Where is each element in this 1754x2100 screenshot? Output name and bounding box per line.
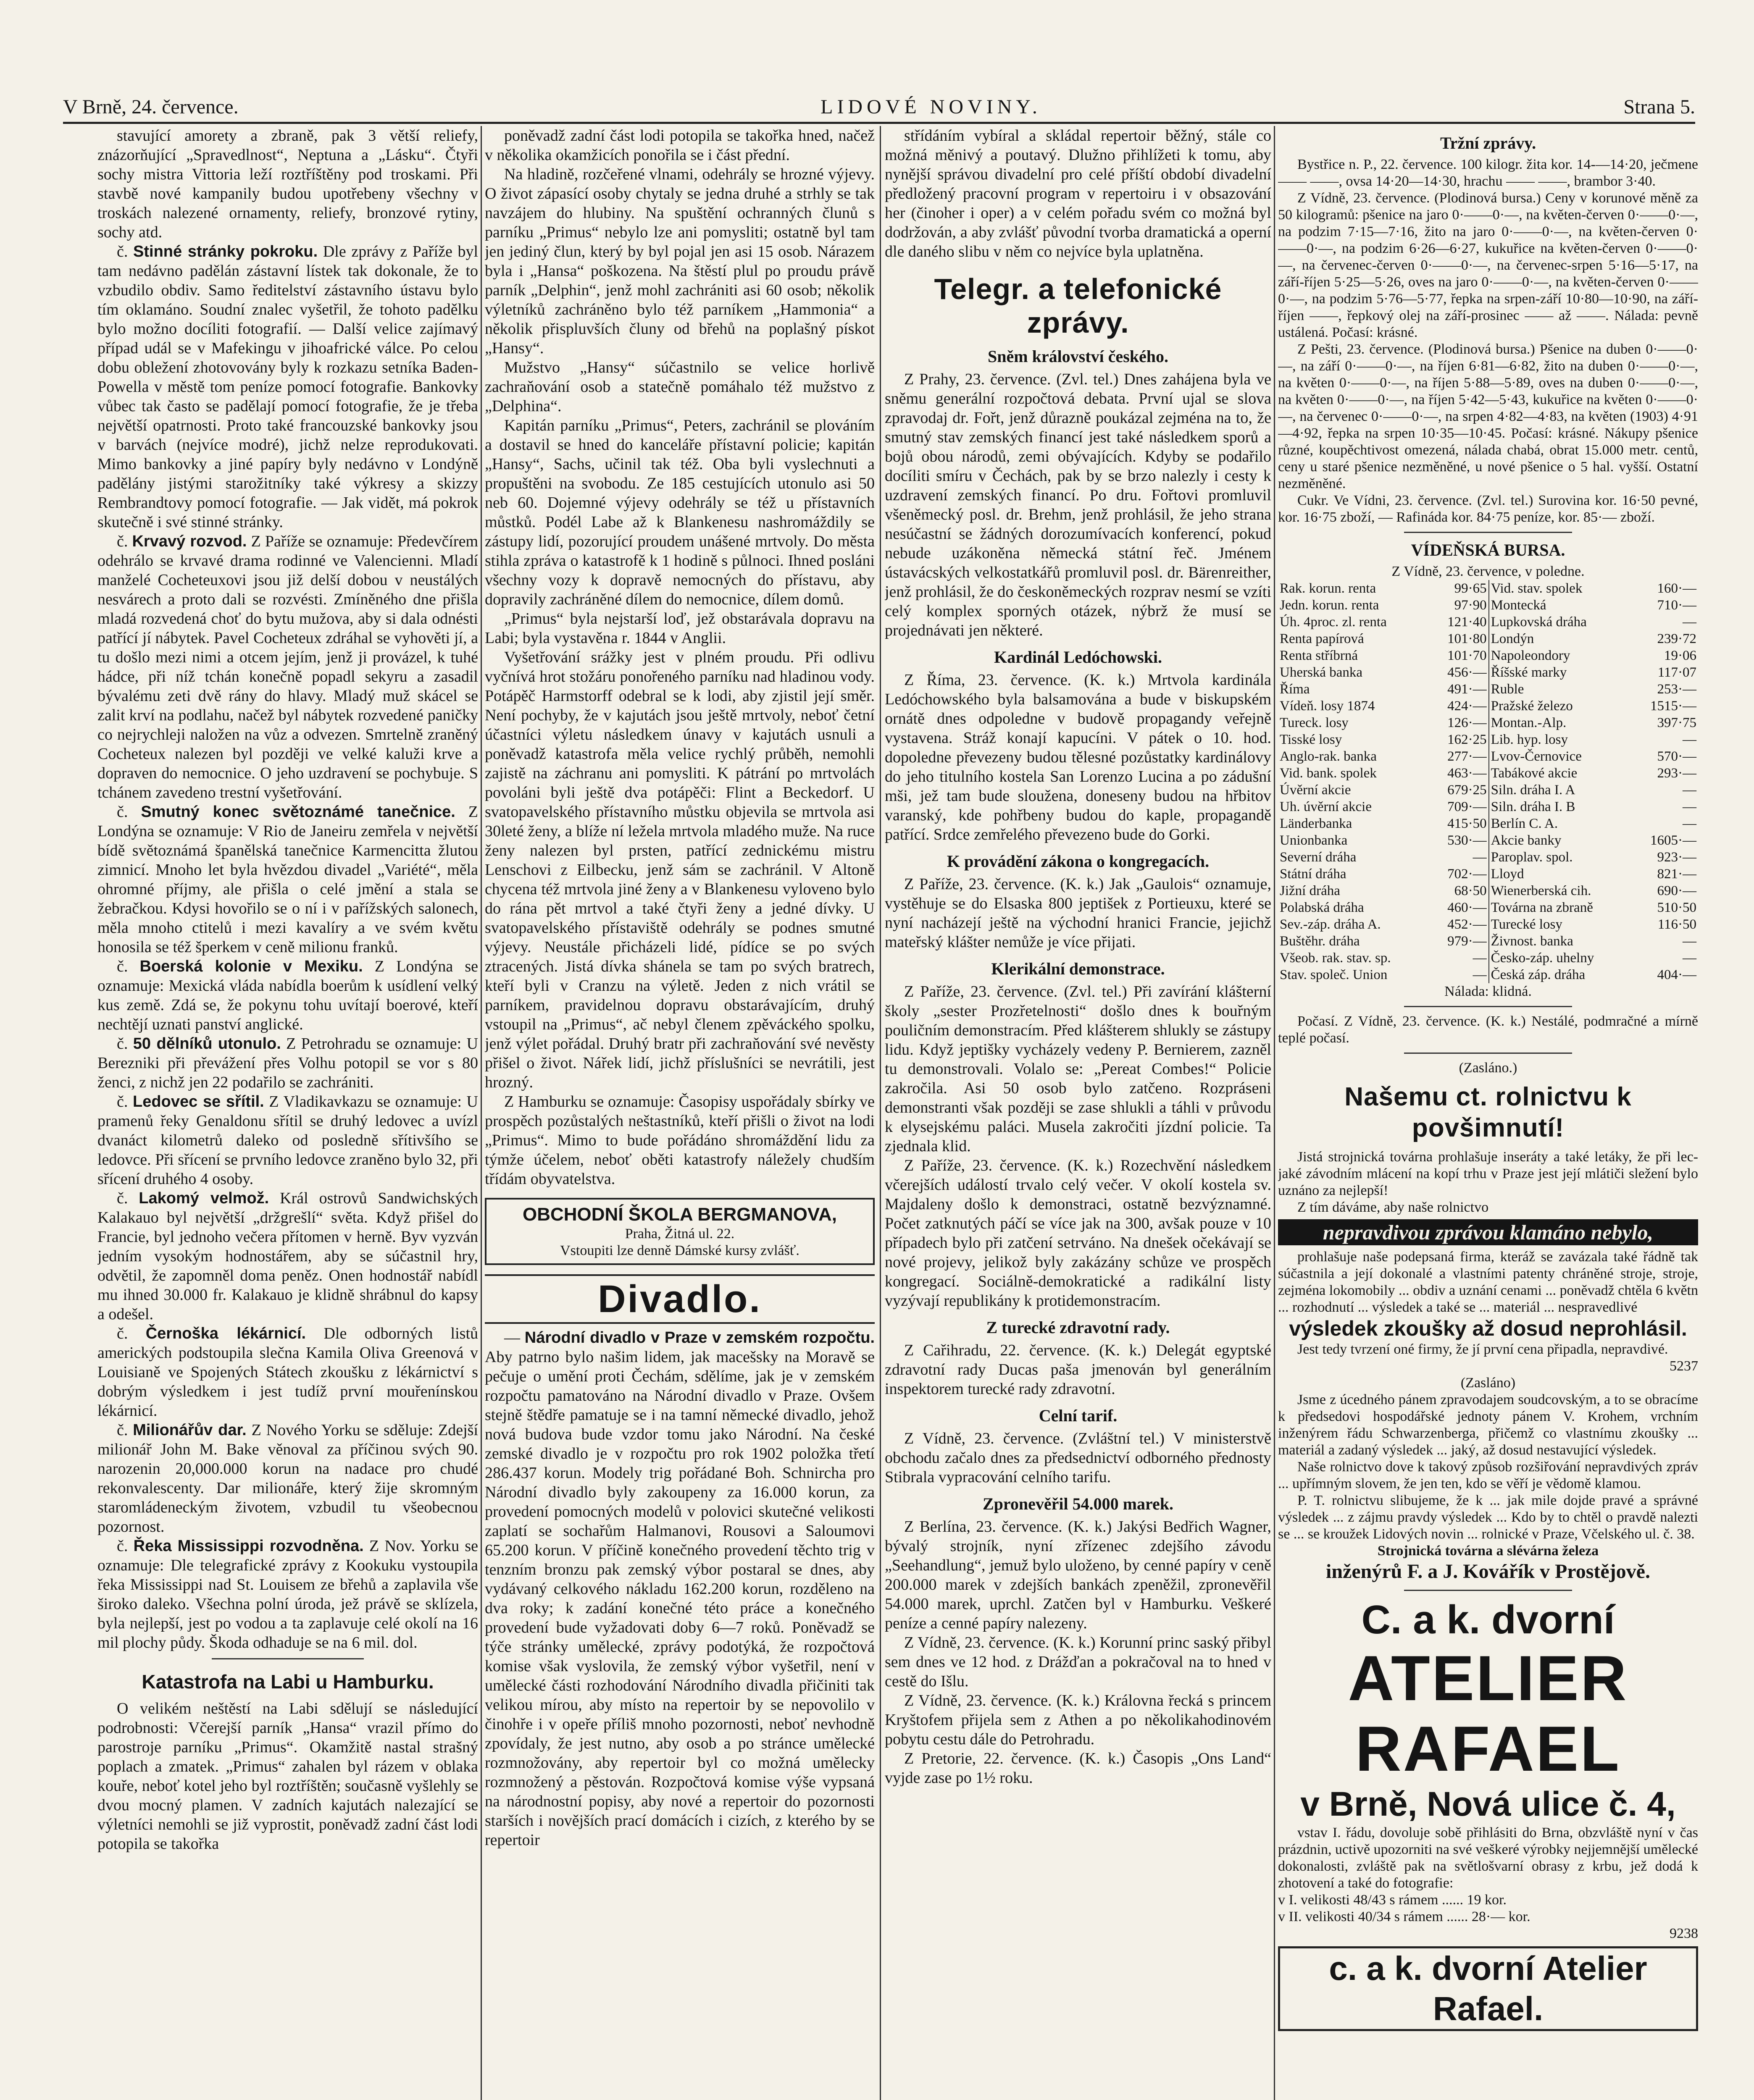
bourse-price: 160·—: [1657, 581, 1696, 596]
ad-firm-name: inženýrů F. a J. Kovářík v Prostějově.: [1326, 1560, 1650, 1583]
bourse-security-name: Česko-záp. uhelny: [1489, 950, 1632, 966]
column-divider: [481, 126, 482, 2100]
subheading: Boerská kolonie v Mexiku.: [139, 958, 363, 975]
bourse-price: 821·—: [1657, 866, 1696, 882]
ad-paragraph: Jistá strojnická továrna prohlašuje inseráty a také letáky, že při lec-jaké závodním mlácení na kopí trhu v Praze jest její mlátiči sležení bylo uznáno za nejlepší!: [1278, 1149, 1698, 1198]
bourse-row: [1278, 664, 1698, 681]
bourse-price: 101·80: [1447, 631, 1487, 646]
bourse-price: 460·—: [1447, 900, 1487, 915]
bourse-security-name: Severní dráha: [1280, 850, 1357, 865]
article-text: Z Paříže se oznamuje: Předevčírem odehrálo se krvavé drama rodinné ve Valencienni. Mladí manželé Cocheteuxovi jsou již delší dobou v neustálých nesvárech a proto dali se rozvésti. Zmíněného dne přišla mladá rozvedená choť do bytu mužova, aby si dala odnésti patřící jí nábytek. Pavel Cocheteux zdráhal se vyhověti jí, a tu došlo mezi nimi a otcem jejím, jenž ji provázel, k tuhé hádce, při níž tchán konečně popadl sekyru a zasadil bývalému zeti dvě rány do hlavy. Mladý muž skácel se zalit krví na podlahu, načež byl nábytek rozvedené paničky co nejrychleji naložen na vůz a odvezen. Smrtelně zraněný Cocheteux nalezen byl později ve velké kaluži krve a dopraven do nemocnice. O jeho uzdravení se pochybuje. S tchánem zavedeno trestní vyšetřování.: [97, 533, 478, 801]
article-paragraph: Z Paříže, 23. července. (K. k.) Jak „Gaulois“ oznamuje, vystěhuje se do Elsaska 800 jeptišek z Portieuxu, které se nyní nacházejí ještě na východní hranici Francie, jejichž mateřský klášter nemůže je více přijati.: [885, 875, 1271, 951]
ad-number: 9238: [1670, 1926, 1698, 1941]
bourse-security-name: Tureck. losy: [1280, 715, 1349, 730]
article-paragraph: Z Berlína, 23. července. (K. k.) Jakýsi Bedřich Wagner, bývalý strojník, nyní zřízenec zdejšího závodu „Seehandlung“, jemuž bylo uloženo, by cenné papíry v ceně 200.000 marek v zdejších bankách zpeněžil, zpronevěřil 54.000 marek, uprchl. Zatčen byl v Hamburku. Veškeré peníze a cenné papíry nalezeny.: [885, 1518, 1271, 1632]
bourse-security-name: Jižní dráha: [1280, 883, 1340, 898]
bourse-row: [1278, 832, 1698, 849]
ad-paragraph: Jest tedy tvrzení oné firmy, že jí první cena připadla, nepravdivé.: [1297, 1341, 1668, 1357]
bourse-row: [1278, 765, 1698, 782]
bourse-security-name: Ruble: [1489, 681, 1632, 698]
ad-paragraph: prohlašuje naše podepsaná firma, kteráž se zavázala také řádně tak súčastnila a její dokonalé a vlastními patenty chráněné stroje, stroje, zejména lokomobily ... obdiv a uznání cenami ... poněvadž chtěla 6 květn ... rozhodnutí ... výsledek a také se ... materiál ... nespravedlivé: [1278, 1249, 1698, 1315]
bourse-price: —: [1683, 732, 1696, 747]
article-paragraph: č. Smutný konec světoznámé tanečnice. Z Londýna se oznamuje: V Rio de Janeiru zemřela v největší bídě světoznámá španělská tanečnice Karmencitta žlutou zimnicí. Mnoho let byla hvězdou divadel „Variété“, měla ohromné příjmy, ale přišla o celé jmění a stala se žebračkou. Kdysi hovořilo se o ní i v pařížských salonech, měla mnoho ctitelů i mezi kavalíry a ve svém květu honosila se též šperkem v ceně milionu franků.: [97, 803, 478, 956]
article-paragraph: „Primus“ byla nejstarší loď, jež obstarávala dopravu na Labi; byla vystavěna r. 1844 v Anglii.: [485, 610, 875, 647]
bourse-row: [1278, 597, 1698, 614]
masthead-title: LIDOVÉ NOVINY.: [820, 96, 1041, 118]
article-heading: Sněm království českého.: [988, 347, 1168, 366]
section-divider: [1404, 1006, 1572, 1007]
article-paragraph: č. 50 dělníků utonulo. Z Petrohradu se oznamuje: U Berezniki při převážení přes Volhu potopil se vor s 80 ženci, z nichž jen 22 podařilo se zachrániti.: [97, 1035, 478, 1091]
article-heading: Kardinál Ledóchowski.: [994, 648, 1162, 667]
article-paragraph: Kapitán parníku „Primus“, Peters, zachránil se plováním a dostavil se hned do kanceláře přístavní policie; kapitán „Hansy“, Sachs, učinil tak též. Oba byli vyslechnuti a propuštěni na svobodu. Ze 185 cestujících utonulo asi 50 neb 60. Dojemné výjevy odehrály se též u přístavních můstků. Podél Labe až k Blankenesu nashromáždily se zástupy lidí, pozorující proudem unášené mrtvoly. Do města stihla zpráva o katastrofě k 1 hodině s půlnoci. Ihned posláni všechny vozy k dopravě nemocných do přístavu, aby dopravily zachráněné dílem do nemocnice, dílem domů.: [485, 417, 875, 608]
bourse-row: [1278, 580, 1698, 597]
article-paragraph: Z Cařihradu, 22. července. (K. k.) Delegát egyptské zdravotní rady Ducas paša jmenován byl generálním inspektorem turecké rady zdravotní.: [885, 1341, 1271, 1398]
article-paragraph: Z Pretorie, 22. července. (K. k.) Časopis „Ons Land“ vyjde zase po 1½ roku.: [885, 1750, 1271, 1787]
subheading: Milionářův dar.: [133, 1421, 247, 1439]
bourse-security-name: Lloyd: [1489, 866, 1632, 882]
subheading: Smutný konec světoznámé tanečnice.: [141, 803, 455, 821]
bourse-price: 253·—: [1657, 682, 1696, 697]
bourse-row: [1278, 614, 1698, 630]
masthead-page-number: Strana 5.: [1623, 96, 1695, 118]
bourse-security-name: Říšské marky: [1489, 664, 1632, 681]
bourse-price: —: [1683, 799, 1696, 814]
article-paragraph: č. Boerská kolonie v Mexiku. Z Londýna se oznamuje: Mexická vláda nabídla boerům k usídlení velký kus země. Zdá se, že pokynu tohu uvítají boerové, kteří nechtějí uznati panství anglické.: [97, 958, 478, 1033]
ad-headline: Našemu ct. rolnictvu k povšimnutí!: [1344, 1082, 1632, 1142]
article-paragraph: Z Vídně, 23. července. (K. k.) Královna řecká s princem Kryštofem přijela sem z Athen a po několikahodinovém pobytu cestu dále do Petrohradu.: [885, 1692, 1271, 1748]
ad-number: 5237: [1670, 1358, 1698, 1374]
column-4: [1278, 126, 1698, 2100]
article-paragraph: č. Řeka Mississippi rozvodněna. Z Nov. Yorku se oznamuje: Dle telegrafické zprávy z Kookuku vystoupila řeka Mississippi nad St. Louisem ze břehů a zaplavila vše široko daleko. Všechna polní úroda, jež právě se sklízela, byla nejlepší, jest po vodou a ta zaplavuje celé okolí na 16 mil plochy půdy. Škoda odhaduje se na 6 mil. dol.: [97, 1537, 478, 1651]
bourse-row: [1278, 933, 1698, 950]
bourse-price: —: [1683, 934, 1696, 949]
ad-note: Vstoupiti lze denně Dámské kursy zvlášť.: [560, 1243, 799, 1258]
article-heading: Celní tarif.: [1039, 1406, 1118, 1425]
bourse-price: 415·50: [1447, 816, 1487, 831]
bourse-row: [1278, 899, 1698, 916]
bourse-security-name: Úh. 4proc. zl. renta: [1280, 614, 1387, 630]
ad-firm: Strojnická továrna a slévárna železa: [1377, 1543, 1599, 1559]
bourse-price: —: [1683, 816, 1696, 831]
masthead: [63, 93, 1695, 118]
bourse-security-name: Anglo-rak. banka: [1280, 749, 1377, 764]
bourse-security-name: Všeob. rak. stav. sp.: [1280, 950, 1391, 966]
bourse-price: 570·—: [1657, 749, 1696, 764]
bourse-price: 293·—: [1657, 766, 1696, 781]
article-heading: Zpronevěřil 54.000 marek.: [982, 1494, 1174, 1513]
article-paragraph: Z Říma, 23. července. (K. k.) Mrtvola kardinála Ledóchowského byla balsamována a bude v biskupském ornátě dnes odpoledne v budově propagandy veřejně vystavena. Stráž konají kapucíni. V pátek o 10. hod. dopoledne převezeny budou tělesné pozůstatky kardinálovy do jeho titulního kostela San Lorenzo Lucina a po zádušní mši, jež tam bude sloužena, doneseny budou na hřbitov varanský, kde pohřbeny budou do kaple, propagandě patřící. Srdce zemřelého převezeno bude do Gorki.: [885, 671, 1271, 843]
bourse-security-name: Živnost. banka: [1489, 933, 1632, 950]
bourse-security-name: Unionbanka: [1280, 833, 1348, 848]
article-paragraph: stavující amorety a zbraně, pak 3 větší reliefy, znázorňující „Spravedlnost“, Neptuna a „Lásku“. Čtyři sochy mistra Vittoria leží roztříštěny pod troskami. Při stavbě nové kampanily budou upotřebeny všechny v troskách nalezené ornamenty, reliefy, bronzové rytiny, sochy atd.: [97, 127, 478, 241]
article-text: Aby patrno bylo našim lidem, jak macešsky na Moravě se pečuje o umění proti Čechám, sdělíme, jak je v zemském rozpočtu pamatováno na Národní divadlo v Praze. Ovšem stejně štědře pamatuje se i na tamní německé divadlo, jehož nová budova bude vzdor tomu jako Národní. Na české zemské divadlo je v rozpočtu pro rok 1902 položka třetí 286.437 korun. Modely trig pořádané Boh. Schnircha pro Národní divadlo byly zakoupeny za 16.000 korun, za provedení pomocných modelů v polovici skutečné velikosti zaplatí se sochařům Halmanovi, Rousovi a Saloumovi 65.200 korun. V příčině konečného provedení těchto trig v tenzním bronzu pak zemský výbor postaral se dnes, aby vydávaný celkového nákladu 162.200 korun, rozděleno na dva roky; k zadání konečné této práce a konečného provedení bude vyžadovati doby 6—7 roků. Poněvadž se týče stránky umělecké, zprávy podotýká, že rozpočtová komise však vyslovila, že zemský výbor vyšetřil, není v umělecké části rozhodování Národního divadla přičiniti tak velikou mírou, aby místo na repertoir by se nepovolilo v činohře i v opeře příliš mnoho pozornosti, neboť nevhodně zpovídaly, že jest nutno, aby osob a po stránce umělecké rozmnožovány, aby repertoir byl co možná umělecky rozmnožený a pěstován. Rozpočtová komise výše vypsaná na národnostní popisy, aby nové a repertoir do pozornosti starších i novějších prací domácích i cizích, z kterého by se repertoir: [485, 1348, 875, 1849]
bourse-price: 162·25: [1447, 732, 1487, 747]
bourse-security-name: Polabská dráha: [1280, 900, 1364, 915]
bourse-price: 510·50: [1657, 900, 1696, 915]
market-report: Bystřice n. P., 22. července. 100 kilogr. žita kor. 14-—14·20, ječmene —— ——, ovsa 14·20—14·30, hrachu —— ——, brambor 3·40.: [1278, 157, 1698, 189]
bourse-row: [1278, 950, 1698, 966]
bourse-price: 452·—: [1447, 917, 1487, 932]
article-text: Z Petrohradu se oznamuje: U Berezniki při převážení přes Volhu potopil se vor s 80 ženci, z nichž jen 22 podařilo se zachrániti.: [97, 1035, 478, 1091]
article-paragraph: Z Hamburku se oznamuje: Časopisy uspořádaly sbírky ve prospěch pozůstalých neštastníků, kteří přišli o život na lodi „Primus“. Mimo to bude pořádáno shromáždění lidu za týmže účelem, neboť oběti katastrofy náležely chudším třídám obyvatelstva.: [485, 1093, 875, 1188]
bourse-row: [1278, 647, 1698, 664]
market-report: Cukr. Ve Vídni, 23. července. (Zvl. tel.) Surovina kor. 16·50 pevné, kor. 16·75 zboží, — Rafináda kor. 84·75 peníze, kor. 85·— zboží.: [1278, 493, 1698, 525]
bourse-row: [1278, 866, 1698, 882]
bourse-price: 239·72: [1657, 631, 1696, 646]
section-divider: [1404, 1590, 1572, 1591]
subheading: Stinné stránky pokroku.: [133, 243, 318, 260]
bourse-security-name: Rak. korun. renta: [1280, 581, 1376, 596]
bourse-security-name: Říma: [1280, 682, 1310, 697]
bourse-security-name: Londýn: [1489, 630, 1632, 647]
article-paragraph: poněvadž zadní část lodi potopila se takořka hned, načež v několika okamžicích ponořila se i část přední.: [485, 127, 875, 164]
bourse-row: [1278, 916, 1698, 933]
bourse-row: [1278, 882, 1698, 899]
article-heading: K provádění zákona o kongregacích.: [947, 852, 1210, 871]
bourse-price: 99·65: [1454, 581, 1487, 596]
subheading: Národní divadlo v Praze v zemském rozpočtu.: [524, 1329, 875, 1347]
bourse-price: 456·—: [1447, 665, 1487, 680]
bourse-security-name: Länderbanka: [1280, 816, 1352, 831]
article-text: Z Nov. Yorku se oznamuje: Dle telegrafické zprávy z Kookuku vystoupila řeka Mississippi nad St. Louisem ze břehů a zaplavila vše široko daleko. Všechna polní úroda, jež právě se sklízela, byla nejlepší, jest po vodou a ta zaplavuje celé okolí na 16 mil plochy půdy. Škoda odhaduje se na 6 mil. dol.: [97, 1537, 478, 1651]
article-paragraph: Z Paříže, 23. července. (K. k.) Rozechvění následkem včerejších událostí trvalo celý večer. V okolí kostela sv. Majdaleny došlo k demonstraci, ostatně bezvýznamné. Počet zatknutých páčí se více jak na 300, avšak pouze v 10 případech bylo při zatčení setrváno. Na dnešek očekávají se nové projevy, jelikož byly zakázány schůze ve prospěch kongregací. Sociálně-demokratické a radikální listy vyzývají republikány k protidemonstracím.: [885, 1157, 1271, 1310]
ad-address: Praha, Žitná ul. 22.: [625, 1226, 735, 1242]
bourse-security-name: Vid. stav. spolek: [1489, 580, 1632, 597]
article-paragraph: Z Vídně, 23. července. (K. k.) Korunní princ saský přibyl sem dnes ve 12 hod. z Drážďan a pokračoval na to hned v cestě do Išlu.: [885, 1634, 1271, 1690]
bourse-row: [1278, 698, 1698, 714]
bourse-security-name: Buštěhr. dráha: [1280, 934, 1360, 949]
bourse-security-name: Uh. úvěrní akcie: [1280, 799, 1372, 814]
section-divider: [1404, 1053, 1572, 1054]
bourse-price: 679·25: [1447, 782, 1487, 798]
ad-paragraph: Z tím dáváme, aby naše rolnictvo: [1297, 1200, 1489, 1215]
bourse-security-name: Napoleondory: [1489, 647, 1632, 664]
subheading: Černoška lékárnicí.: [145, 1325, 306, 1342]
bourse-date: Z Vídně, 23. července, v poledne.: [1391, 564, 1585, 579]
bourse-security-name: Vid. bank. spolek: [1280, 766, 1377, 781]
article-text: Dle odborných listů amerických podstoupila slečna Kamila Oliva Greenová v Louisianě ve Spojených Státech zkoušku z lékárnictví s dobrým výsledkem i jest tudíž první mouřenínskou lékárnicí.: [97, 1325, 478, 1420]
article-text: Z Londýna se oznamuje: Mexická vláda nabídla boerům k usídlení velký kus země. Zdá se, že pokynu tohu uvítají boerové, kteří nechtějí uznati panství anglické.: [97, 958, 478, 1033]
bourse-row: [1278, 782, 1698, 798]
atelier-footer: c. a k. dvorní Atelier Rafael.: [1278, 1946, 1698, 2031]
bourse-security-name: Siln. dráha I. A: [1489, 782, 1632, 798]
article-text: Z Nového Yorku se sděluje: Zdejší milionář John M. Bake věnoval za příčinou svých 90. narozenin 20,000.000 korun na nadace pro chudé rekonvalescenty. Dar milionáře, který žije skromným staromládeneckým životem, vzbudil tu všeobecnou pozornost.: [97, 1421, 478, 1536]
price-line: v I. velikosti 48/43 s rámem ...... 19 kor.: [1278, 1892, 1507, 1908]
school-advertisement: [485, 1198, 875, 1265]
bourse-table: [1278, 580, 1698, 983]
bourse-row: [1278, 748, 1698, 765]
bourse-security-name: Montecká: [1489, 597, 1632, 614]
section-heading: Tržní zprávy.: [1440, 134, 1536, 152]
zaslano-label: (Zasláno.): [1459, 1060, 1517, 1076]
article-paragraph: střídáním vybíral a skládal repertoir běžný, stále co možná měnivý a poutavý. Dlužno přihlížeti k tomu, aby nynější správou divadelní pro celé příští období divadelní předložený pracovní program v repertoiru i v obsazování her (činoher i oper) a v celém pořadu svém co možná byl dodržován, a aby zvlášť původní tvorba dramatická a operní dle daného slibu v něm co nejvíce byla uplatněna.: [885, 127, 1271, 260]
subheading: Ledovec se sřítil.: [133, 1093, 264, 1110]
atelier-subtitle: C. a k. dvorní: [1361, 1597, 1615, 1642]
article-paragraph: O velikém neštěstí na Labi sdělují se následující podrobnosti: Včerejší parník „Hansa“ vrazil přímo do parostroje parníku „Primus“. Okamžitě nastal strašný poplach a zmatek. „Primus“ zahalen byl rázem v oblaka kouře, neboť kotel jeho byl roztříštěn; současně vyšlehly se dvou mocný plamen. V zadních kajutách nalezající se výletníci nemohli se již vyprostit, poněvadž zadní část lodi potopila se takořka: [97, 1700, 478, 1853]
bourse-price: 530·—: [1447, 833, 1487, 848]
bourse-security-name: Vídeň. losy 1874: [1280, 698, 1375, 714]
bourse-price: 97·90: [1454, 598, 1487, 613]
article-paragraph: č. Stinné stránky pokroku. Dle zprávy z Paříže byl tam nedávno padělán zástavní lístek tak dokonale, že to vzbudilo obdiv. Samo ředitelství zástavního ústavu bylo tím oklamáno. Soudní znalec vyšetřil, že tohoto padělku bylo možno docíliti fotografií. — Další velice zajímavý případ udál se v Mafekingu v jihoafrické válce. Po celou dobu obležení zhotovovány byly k rozkazu setníka Baden-Powella v městě tom peníze pomocí fotografie. Bankovky vůbec tak často se padělají pomocí fotografie, že je třeba největší opatrnosti. Proto také francouzské bankovky jsou v barvách (nejvíce modré), jichž nelze reprodukovati. Mimo bankovky a jiné papíry byly nedávno v Londýně padělány jistými starožitníky také výkresy a skizzy Rembrandtovy pomocí fotografie. — Jak vidět, má pokrok skutečně i své stinné stránky.: [97, 243, 478, 531]
article-heading: Klerikální demonstrace.: [991, 959, 1165, 978]
bourse-price: —: [1473, 850, 1487, 865]
article-paragraph: Mužstvo „Hansy“ súčastnilo se velice horlivě zachraňování osob a statečně pomáhalo též mužstvo z „Delphina“.: [485, 359, 875, 415]
bourse-security-name: Turecké losy: [1489, 916, 1632, 933]
bourse-row: [1278, 731, 1698, 748]
article-paragraph: — Národní divadlo v Praze v zemském rozpočtu. Aby patrno bylo našim lidem, jak macešsky na Moravě se pečuje o umění proti Čechám, sdělíme, jak je v zemském rozpočtu pamatováno na Národní divadlo v Praze. Ovšem stejně štědře pamatuje se i na tamní německé divadlo, jehož nová budova bude vzdor tomu jako Národní. Na české zemské divadlo je v rozpočtu pro rok 1902 položka třetí 286.437 korun. Modely trig pořádané Boh. Schnircha pro Národní divadlo byly zakoupeny za 16.000 korun, za provedení pomocných modelů v polovici skutečné velikosti zaplatí se sochařům Halmanovi, Rousovi a Saloumovi 65.200 korun. V příčině konečného provedení těchto trig v tenzním bronzu pak zemský výbor postaral se dnes, aby vydávaný celkového nákladu 162.200 korun, rozděleno na dva roky; k zadání konečné této práce a konečného provedení bude vyžadovati doby 6—7 roků. Poněvadž se týče stránky umělecké, zprávy podotýká, že rozpočtová komise však vyslovila, že zemský výbor vyšetřil, není v umělecké části rozhodování Národního divadla přičiniti tak velikou mírou, aby místo na repertoir by se nepovolilo v činohře i v opeře příliš mnoho pozornosti, neboť nevhodně zpovídaly, že jest nutno, aby osob a po stránce umělecké rozmnožovány, aby repertoir byl co možná umělecky rozmnožený a pěstován. Rozpočtová komise výše vypsaná na národnostní popisy, aby nové a repertoir do pozornosti starších i novějších prací domácích i cizích, z kterého by se repertoir: [485, 1329, 875, 1849]
bourse-price: 702·—: [1447, 866, 1487, 882]
masthead-date: V Brně, 24. července.: [63, 96, 239, 118]
bourse-security-name: Renta papírová: [1280, 631, 1364, 646]
bourse-security-name: Akcie banky: [1489, 832, 1632, 849]
bourse-security-name: Paroplav. spol.: [1489, 849, 1632, 866]
section-heading: Telegr. a telefonické zprávy.: [934, 273, 1222, 339]
bourse-price: 1605·—: [1650, 833, 1696, 848]
bourse-price: 19·06: [1664, 648, 1696, 663]
article-paragraph: č. Ledovec se sřítil. Z Vladikavkazu se oznamuje: U pramenů řeky Genaldonu sřítil se druhý ledovec a uvízl dvanáct kilometrů daleko od posledně sřítivšího se ledovce. Při sřícení se prvního ledovce zraněno bylo 32, při sřícení druhého 4 osoby.: [97, 1093, 478, 1188]
subheading: Krvavý rozvod.: [132, 533, 247, 550]
bourse-price: 491·—: [1447, 682, 1487, 697]
bourse-row: [1278, 798, 1698, 815]
bourse-row: [1278, 815, 1698, 832]
section-heading: VÍDEŇSKÁ BURSA.: [1411, 541, 1565, 559]
bourse-row: [1278, 966, 1698, 983]
market-report: Z Pešti, 23. července. (Plodinová bursa.) Pšenice na duben 0·——0·—, na září 0·——0·—, na říjen 6·81—6·82, žito na duben 0·——0·—, na květen 0·——0·—, na říjen 5·88—5·89, oves na duben 0·——0·—, na květen 0·——0·—, na říjen 5·42—5·43, kukuřice na květen 0·——0·—, na červenec 0·——0·—, na srpen 4·82—4·83, na květen (1903) 4·91—4·92, řepka na srpen 10·35—10·45. Počasí: krásné. Nákupy pšenice různé, koupěchtivost omezená, nálada chabá, obrat 15.000 metr. centů, ceny u staré pšenice nezměněné, u nové pšenice o 5 hal. vyšší. Ostatní nezměněné.: [1278, 341, 1698, 491]
bourse-security-name: Úvěrní akcie: [1280, 782, 1351, 798]
bourse-price: —: [1683, 782, 1696, 798]
ad-line: výsledek zkoušky až dosud neprohlásil.: [1289, 1317, 1687, 1340]
zaslano-label: (Zasláno): [1460, 1375, 1516, 1391]
column-divider: [1274, 126, 1275, 2100]
bourse-price: 979·—: [1447, 934, 1487, 949]
bourse-security-name: Státní dráha: [1280, 866, 1346, 882]
article-text: Z Londýna se oznamuje: V Rio de Janeiru zemřela v největší bídě světoznámá španělská tanečnice Karmencitta žlutou zimnicí. Mnoho let byla hvězdou divadel „Variété“, měla ohromné příjmy, ale přišla o celé jmění a stala se žebračkou. Kdysi hovořilo se o ní i v pařížských salonech, měla mnoho ctitelů i mezi kavalíry a ve svém květu honosila se též šperkem v ceně milionu franků.: [97, 803, 478, 956]
atelier-advertisement: [1278, 1597, 1698, 1824]
bourse-price: 923·—: [1657, 850, 1696, 865]
column-divider: [880, 126, 881, 2100]
article-heading: Z turecké zdravotní rady.: [986, 1318, 1170, 1337]
bourse-security-name: Stav. společ. Union: [1280, 967, 1388, 982]
bourse-price: 710·—: [1657, 598, 1696, 613]
article-paragraph: č. Krvavý rozvod. Z Paříže se oznamuje: Předevčírem odehrálo se krvavé drama rodinné ve Valencienni. Mladí manželé Cocheteuxovi jsou již delší dobou v neustálých nesvárech a proto dali se rozvésti. Zmíněného dne přišla mladá rozvedená choť do bytu mužova, aby si dala odnésti patřící jí nábytek. Pavel Cocheteux zdráhal se vyhověti jí, a tu došlo mezi nimi a otcem jejím, jenž ji provázel, k tuhé hádce, při níž tchán konečně popadl sekyru a zasadil bývalému zeti dvě rány do hlavy. Mladý muž skácel se zalit krví na podlahu, načež byl nábytek rozvedené paničky co nejrychleji naložen na vůz a odvezen. Smrtelně zraněný Cocheteux nalezen byl později ve velké kaluži krve a dopraven do nemocnice. O jeho uzdravení se pochybuje. S tchánem zavedeno trestní vyšetřování.: [97, 533, 478, 801]
bourse-security-name: Lib. hyp. losy: [1489, 731, 1632, 748]
article-paragraph: č. Lakomý velmož. Král ostrovů Sandwichských Kalakauo byl největší „držgrešlí“ světa. Když přišel do Francie, byl jednoho večera přítomen v herně. Byv vyzván jedním vysokým hodnostářem, aby se súčastnil hry, odvětil, že zapomněl doma peněz. Onen hodnostář nabídl mu ihned 30.000 fr. Kalakauo je klidně shrábnul do kapsy a odešel.: [97, 1189, 478, 1323]
ad-banner: nepravdivou zprávou klamáno nebylo,: [1278, 1219, 1698, 1245]
column-1: [97, 126, 478, 2100]
bourse-security-name: Továrna na zbraně: [1489, 899, 1632, 916]
article-heading: Katastrofa na Labi u Hamburku.: [142, 1671, 434, 1693]
article-text: Dle zprávy z Paříže byl tam nedávno padělán zástavní lístek tak dokonale, že to vzbudilo obdiv. Samo ředitelství zástavního ústavu bylo tím oklamáno. Soudní znalec vyšetřil, že tohoto padělku bylo možno docíliti fotografií. — Další velice zajímavý případ udál se v Mafekingu v jihoafrické válce. Po celou dobu obležení zhotovovány byly k rozkazu setníka Baden-Powella v městě tom peníze pomocí fotografie. Bankovky vůbec tak často se padělají pomocí fotografie, že je třeba největší opatrnosti. Proto také francouzské bankovky jsou v barvách (nejvíce modré), jichž nelze reprodukovati. Mimo bankovky a jiné papíry byly nedávno v Londýně padělány jistými starožitníky také výkresy a skizzy Rembrandtovy pomocí fotografie. — Jak vidět, má pokrok skutečně i své stinné stránky.: [97, 243, 478, 531]
price-line: v II. velikosti 40/34 s rámem ...... 28·— kor.: [1278, 1909, 1530, 1924]
bourse-row: [1278, 630, 1698, 647]
article-text: Z Vladikavkazu se oznamuje: U pramenů řeky Genaldonu sřítil se druhý ledovec a uvízl dvanáct kilometrů daleko od posledně sřítivšího se ledovce. Při sřícení se prvního ledovce zraněno bylo 32, při sřícení druhého 4 osoby.: [97, 1093, 478, 1188]
bourse-price: 424·—: [1447, 698, 1487, 714]
article-paragraph: Z Paříže, 23. července. (Zvl. tel.) Při zavírání klášterní školy „sester Prozřetelnosti“ došlo dnes k bouřným pouličním demonstracím. Před klášterem shlukly se zástupy lidu. Když jeptišky vycházely vedeny P. Bernierem, zazněl tu demonstrovali. Volalo se: „Pereat Combes!“ Policie zakročila. Asi 50 osob bylo zatčeno. Rozpráseni demonstranti však později se zase shlukli a táhli v průvodu k elysejskému paláci. Musela zakročiti jízdní policie. Ta zjednala klid.: [885, 983, 1271, 1155]
section-divider: [1404, 532, 1572, 533]
bourse-price: —: [1683, 950, 1696, 966]
bourse-price: 397·75: [1657, 715, 1696, 730]
bourse-price: 121·40: [1447, 614, 1487, 630]
weather-report: Počasí. Z Vídně, 23. července. (K. k.) Nestálé, podmračné a mírně teplé počasí.: [1278, 1013, 1698, 1046]
atelier-title: ATELIER RAFAEL: [1348, 1643, 1628, 1785]
bourse-security-name: Jedn. korun. renta: [1280, 598, 1379, 613]
ad-paragraph: Jsme z úcedného pánem zpravodajem soudcovským, a to se obracíme k předsedovi hospodářské jednoty pánem V. Krohem, vrchním inženýrem řádu Schwarzenberga, přičemž co vlastnímu zkoušky ... materiál a zadaný výsledek ... jaký, až dosud nestavující výsledek.: [1278, 1392, 1698, 1458]
article-paragraph: Z Vídně, 23. července. (Zvláštní tel.) V ministerstvě obchodu začalo dnes za předsednictví odborného přednosty Stibrala vypracování celního tarifu.: [885, 1430, 1271, 1486]
bourse-security-name: Berlín C. A.: [1489, 815, 1632, 832]
bourse-price: 404·—: [1657, 967, 1696, 982]
bourse-price: 463·—: [1447, 766, 1487, 781]
ad-paragraph: vstav I. řádu, dovoluje sobě přihlásiti do Brna, obzvláště nyní v čas prázdnin, uctivě upozorniti na své veškeré výrobky nejjemnější umělecké dokonalosti, zvláště pak na světlošvarní obrasy z krbu, jež dodá k zhotovení a také do fotografie:: [1278, 1825, 1698, 1891]
bourse-security-name: Renta stříbrná: [1280, 648, 1358, 663]
article-paragraph: č. Milionářův dar. Z Nového Yorku se sděluje: Zdejší milionář John M. Bake věnoval za příčinou svých 90. narozenin 20,000.000 korun na nadace pro chudé rekonvalescenty. Dar milionáře, který žije skromným staromládeneckým životem, vzbudil tu všeobecnou pozornost.: [97, 1421, 478, 1536]
theatre-section-heading: Divadlo.: [485, 1274, 875, 1324]
bourse-price: 117·07: [1657, 665, 1696, 680]
bourse-price: 709·—: [1447, 799, 1487, 814]
column-2: [485, 126, 875, 2100]
article-paragraph: Z Prahy, 23. července. (Zvl. tel.) Dnes zahájena byla ve sněmu generální rozpočtová debata. První ujal se slova zpravodaj dr. Fořt, jenž důrazně poukázal zejména na to, že smutný stav zemských financí jest také následkem sporů a bojů obou národů, zemi obývajících. Kdyby se podařilo docíliti smíru v Čechách, pak by se brzo nalezly i cesty k uzdravení zemských financí. Po dru. Fořtovi promluvil všeněmecký posl. dr. Brehm, jenž prohlásil, že jeho strana nesúčastní se žádných dorozumívacích konferencí, pokud nebude uzákoněna německá státní řeč. Jménem ústavácských velkostatkářů promluvil posl. dr. Bärenreither, jenž prohlásil, že do českoněmeckých rozprav nesmí se vzíti celý komplex sporných otázek, nýbrž že musí se projednávati jen některé.: [885, 370, 1271, 639]
article-paragraph: Na hladině, rozčeřené vlnami, odehrály se hrozné výjevy. O život zápasící osoby chytaly se jedna druhé a strhly se tak navzájem do hlubiny. Na spuštění ochranných člunů s parníku „Primus“ nebylo lze ani pomysliti; ostatně byl tam jen jediný člun, který by byl pojal jen asi 15 osob. Nárazem byla i „Hansa“ poškozena. Na štěstí plul po proudu právě parník „Delphin“, jenž mohl zachrániti asi 60 osob; několik výletníků zachráněno bylo též parníkem „Hammonia“ a několik přispluvších čluny od břehů na poplašný pískot „Hansy“.: [485, 165, 875, 357]
bourse-price: 690·—: [1657, 883, 1696, 898]
article-text: Král ostrovů Sandwichských Kalakauo byl největší „držgrešlí“ světa. Když přišel do Francie, byl jednoho večera přítomen v herně. Byv vyzván jedním vysokým hodnostářem, aby se súčastnil hry, odvětil, že zapomněl doma peněz. Onen hodnostář nabídl mu ihned 30.000 fr. Kalakauo je klidně shrábnul do kapsy a odešel.: [97, 1189, 478, 1323]
bourse-price: 101·70: [1447, 648, 1487, 663]
section-divider: [212, 1658, 364, 1659]
subheading: Lakomý velmož.: [139, 1189, 269, 1207]
bourse-security-name: Česká záp. dráha: [1489, 966, 1632, 983]
bourse-security-name: Siln. dráha I. B: [1489, 798, 1632, 815]
article-paragraph: č. Černoška lékárnicí. Dle odborných listů amerických podstoupila slečna Kamila Oliva Greenová v Louisianě ve Spojených Státech zkoušku z lékárnictví s dobrým výsledkem i jest tudíž první mouřenínskou lékárnicí.: [97, 1325, 478, 1420]
bourse-row: [1278, 714, 1698, 731]
bourse-price: —: [1473, 967, 1487, 982]
bourse-security-name: Pražské železo: [1489, 698, 1632, 714]
bourse-price: 277·—: [1447, 749, 1487, 764]
ad-title: OBCHODNÍ ŠKOLA BERGMANOVA,: [523, 1204, 837, 1225]
bourse-mood: Nálada: klidná.: [1444, 984, 1532, 999]
bourse-price: —: [1473, 950, 1487, 966]
bourse-security-name: Wienerberská cih.: [1489, 882, 1632, 899]
bourse-price: 116·50: [1657, 917, 1696, 932]
bourse-security-name: Tabákové akcie: [1489, 765, 1632, 782]
ad-paragraph: Naše rolnictvo dove k takový způsob rozšiřování nepravdivých zpráv ... upřímným slovem, že jen ten, kdo se věří je vědomě klamou.: [1278, 1459, 1698, 1491]
bourse-security-name: Tisské losy: [1280, 732, 1342, 747]
atelier-address: v Brně, Nová ulice č. 4,: [1300, 1785, 1676, 1823]
column-3: [885, 126, 1271, 2100]
bourse-security-name: Sev.-záp. dráha A.: [1280, 917, 1381, 932]
subheading: Řeka Mississippi rozvodněna.: [133, 1537, 364, 1555]
bourse-price: 126·—: [1447, 715, 1487, 730]
bourse-row: [1278, 681, 1698, 698]
bourse-security-name: Montan.-Alp.: [1489, 714, 1632, 731]
bourse-price: —: [1683, 614, 1696, 630]
ad-paragraph: P. T. rolnictvu slibujeme, že k ... jak mile dojde pravé a správné výsledek ... z zájmu pravdy výsledek ... Kdo by to chtěl o pravdě nalezti se ... se kroužek Lidových novin ... rolnické v Praze, Včelského ul. č. 38.: [1278, 1493, 1698, 1542]
bourse-security-name: Lupkovská dráha: [1489, 614, 1632, 630]
bourse-price: 68·50: [1454, 883, 1487, 898]
subheading: 50 dělníků utonulo.: [133, 1035, 281, 1053]
bourse-price: 1515·—: [1650, 698, 1696, 714]
article-paragraph: Vyšetřování srážky jest v plném proudu. Při odlivu vyčnívá hrot stožáru ponořeného parníku nad hladinou vody. Potápěč Harmstorff odebral se k lodi, aby zjistil její směr. Není pochyby, že v kajutách jsou ještě mrtvoly, neboť četní účastníci výletu následkem únavy v kajutách usnuli a poněvadž katastrofa měla velice rychlý průběh, nemohli zajistě na záchranu ani pomysliti. K pátrání po mrtvolách povoláni byli ještě dva potápěči: Flint a Beckedorf. U svatopavelského přístavního můstku objevila se mrtvola asi 30leté ženy, a blíže ní ležela mrtvola mladého muže. Na ruce ženy nalezen byl prsten, patřící zednickému mistru Lenschovi z Eilbecku, jenž sám se zachránil. V Altoně chycena též mrtvola jiné ženy a v Blankenesu vyloveno bylo do rána pět mrtvol a také čtyři ženy a jedné dívky. U svatopavelského přístaviště odehrály se podnes smutné výjevy. Neustále přicházeli lidé, pídíce se po svých ztracených. Jistá dívka shánela se tam po svých bratrech, kteří byli v Cranzu na výletě. Jeden z nich vrátil se parníkem, pravidelnou dopravu obstarávajícím, druhý vstoupil na „Primus“, ač nebyl členem zpěváckého spolku, jenž výlet pořádal. Druhý bratr při zachraňování své nevěsty přišel o život. Nářek lidí, jichž příslušníci se nevrátili, jest hrozný.: [485, 648, 875, 1091]
masthead-rule: [63, 122, 1695, 124]
market-report: Z Vídně, 23. července. (Plodinová bursa.) Ceny v korunové měně za 50 kilogramů: pšenice na jaro 0·——0·—, na květen-červen 0·——0·—, na podzim 7·15—7·16, žito na jaro 0·——0·—, na květen-červen 0·——0·—, na podzim 6·26—6·27, kukuřice na květen-červen 0·——0·—, na červenec-červen 0·——0·—, na červenec-srpen 5·16—5·17, na září-říjen 5·25—5·26, oves na jaro 0·——0·—, na květen-červen 0·——0·—, na podzim 5·76—5·77, řepka na srpen-září 10·80—10·90, na září-říjen ——, řepkový olej na září-prosinec —— až ——. Nálada: pevně ustálená. Počasí: krásné.: [1278, 190, 1698, 340]
bourse-security-name: Lvov-Černovice: [1489, 748, 1632, 765]
bourse-security-name: Uherská banka: [1280, 665, 1363, 680]
bourse-row: [1278, 849, 1698, 866]
